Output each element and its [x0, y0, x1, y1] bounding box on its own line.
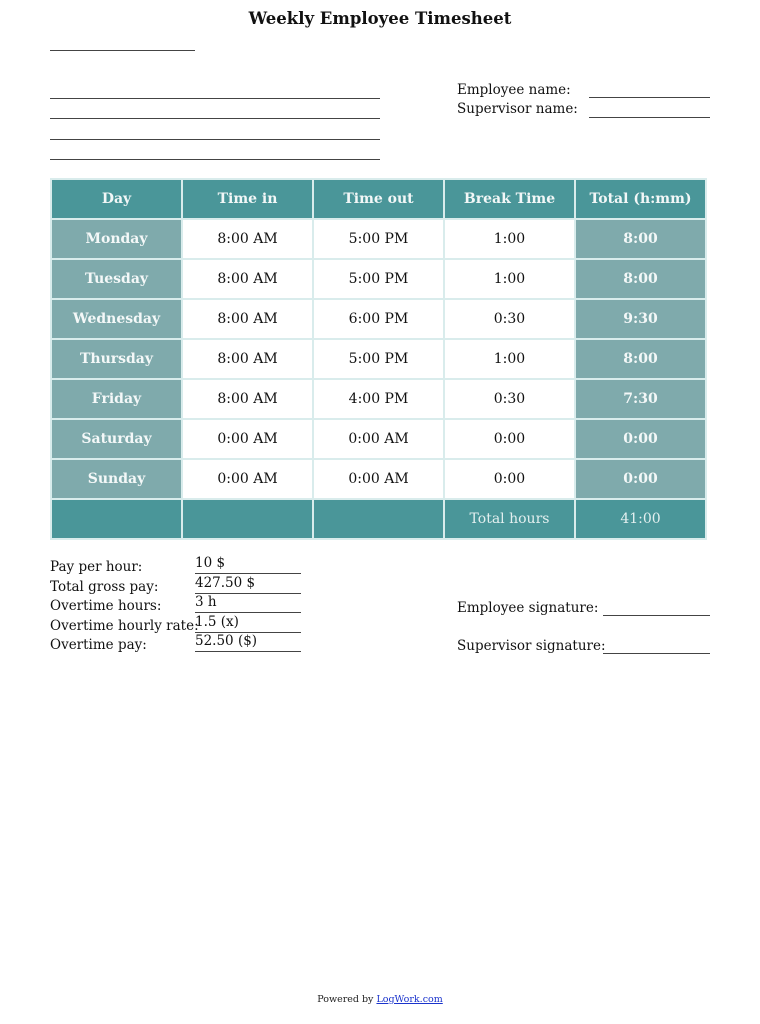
time-in-cell[interactable]: 8:00 AM: [183, 340, 312, 378]
total-cell: 8:00: [576, 340, 705, 378]
supervisor-name-field[interactable]: [589, 117, 710, 118]
day-cell: Tuesday: [52, 260, 181, 298]
time-in-cell[interactable]: 8:00 AM: [183, 260, 312, 298]
day-cell: Wednesday: [52, 300, 181, 338]
table-row: [52, 340, 705, 378]
supervisor-signature-field[interactable]: [603, 653, 710, 654]
overtime-pay-label: Overtime pay:: [50, 637, 147, 653]
time-in-cell[interactable]: 0:00 AM: [183, 460, 312, 498]
overtime-hours-label: Overtime hours:: [50, 598, 162, 614]
break-cell[interactable]: 1:00: [445, 220, 574, 258]
employee-name-label: Employee name:: [457, 82, 571, 98]
employee-name-field[interactable]: [589, 97, 710, 98]
overtime-rate-value[interactable]: 1.5 (x): [195, 614, 301, 633]
time-out-cell[interactable]: 0:00 AM: [314, 420, 443, 458]
info-line-2[interactable]: [50, 118, 380, 119]
time-out-cell[interactable]: 5:00 PM: [314, 340, 443, 378]
total-gross-pay-value[interactable]: 427.50 $: [195, 575, 301, 594]
total-cell: 9:30: [576, 300, 705, 338]
col-header-time-out: Time out: [314, 180, 443, 218]
employee-signature-label: Employee signature:: [457, 600, 599, 616]
break-cell[interactable]: 1:00: [445, 260, 574, 298]
total-cell: 7:30: [576, 380, 705, 418]
day-cell: Friday: [52, 380, 181, 418]
date-line[interactable]: [50, 50, 195, 51]
col-header-day: Day: [52, 180, 181, 218]
overtime-hours-value[interactable]: 3 h: [195, 594, 301, 613]
day-cell: Monday: [52, 220, 181, 258]
total-gross-pay-label: Total gross pay:: [50, 578, 159, 595]
total-hours-row: [52, 500, 705, 538]
info-line-4[interactable]: [50, 159, 380, 160]
overtime-pay-value[interactable]: 52.50 ($): [195, 633, 301, 652]
table-header-row: [52, 180, 705, 218]
table-row: [52, 380, 705, 418]
logwork-link[interactable]: LogWork.com: [376, 994, 443, 1005]
time-in-cell[interactable]: 8:00 AM: [183, 300, 312, 338]
pay-per-hour-value[interactable]: 10 $: [195, 555, 301, 574]
supervisor-name-label: Supervisor name:: [457, 101, 578, 117]
time-out-cell[interactable]: 4:00 PM: [314, 380, 443, 418]
table-row: [52, 460, 705, 498]
table-row: [52, 260, 705, 298]
employee-signature-field[interactable]: [603, 615, 710, 616]
day-cell: Sunday: [52, 460, 181, 498]
info-line-1[interactable]: [50, 98, 380, 99]
empty-cell: [52, 500, 181, 538]
time-in-cell[interactable]: 0:00 AM: [183, 420, 312, 458]
overtime-rate-label: Overtime hourly rate:: [50, 617, 199, 634]
time-in-cell[interactable]: 8:00 AM: [183, 380, 312, 418]
break-cell[interactable]: 0:30: [445, 300, 574, 338]
powered-by-text: Powered by: [317, 994, 377, 1005]
break-cell[interactable]: 0:00: [445, 460, 574, 498]
supervisor-signature-label: Supervisor signature:: [457, 638, 606, 654]
info-line-3[interactable]: [50, 139, 380, 140]
col-header-break: Break Time: [445, 180, 574, 218]
table-row: [52, 420, 705, 458]
time-out-cell[interactable]: 5:00 PM: [314, 220, 443, 258]
table-row: [52, 300, 705, 338]
total-cell: 8:00: [576, 260, 705, 298]
day-cell: Thursday: [52, 340, 181, 378]
break-cell[interactable]: 0:00: [445, 420, 574, 458]
total-cell: 0:00: [576, 420, 705, 458]
time-out-cell[interactable]: 0:00 AM: [314, 460, 443, 498]
total-hours-label: Total hours: [445, 500, 574, 538]
empty-cell: [314, 500, 443, 538]
break-cell[interactable]: 0:30: [445, 380, 574, 418]
time-in-cell[interactable]: 8:00 AM: [183, 220, 312, 258]
page-title: Weekly Employee Timesheet: [248, 9, 512, 28]
total-cell: 0:00: [576, 460, 705, 498]
time-out-cell[interactable]: 6:00 PM: [314, 300, 443, 338]
total-hours-value: 41:00: [576, 500, 705, 538]
col-header-total: Total (h:mm): [576, 180, 705, 218]
table-row: [52, 220, 705, 258]
pay-per-hour-label: Pay per hour:: [50, 559, 143, 575]
time-out-cell[interactable]: 5:00 PM: [314, 260, 443, 298]
empty-cell: [183, 500, 312, 538]
day-cell: Saturday: [52, 420, 181, 458]
col-header-time-in: Time in: [183, 180, 312, 218]
break-cell[interactable]: 1:00: [445, 340, 574, 378]
timesheet-table: [50, 178, 707, 540]
total-cell: 8:00: [576, 220, 705, 258]
powered-by: [0, 994, 760, 1005]
